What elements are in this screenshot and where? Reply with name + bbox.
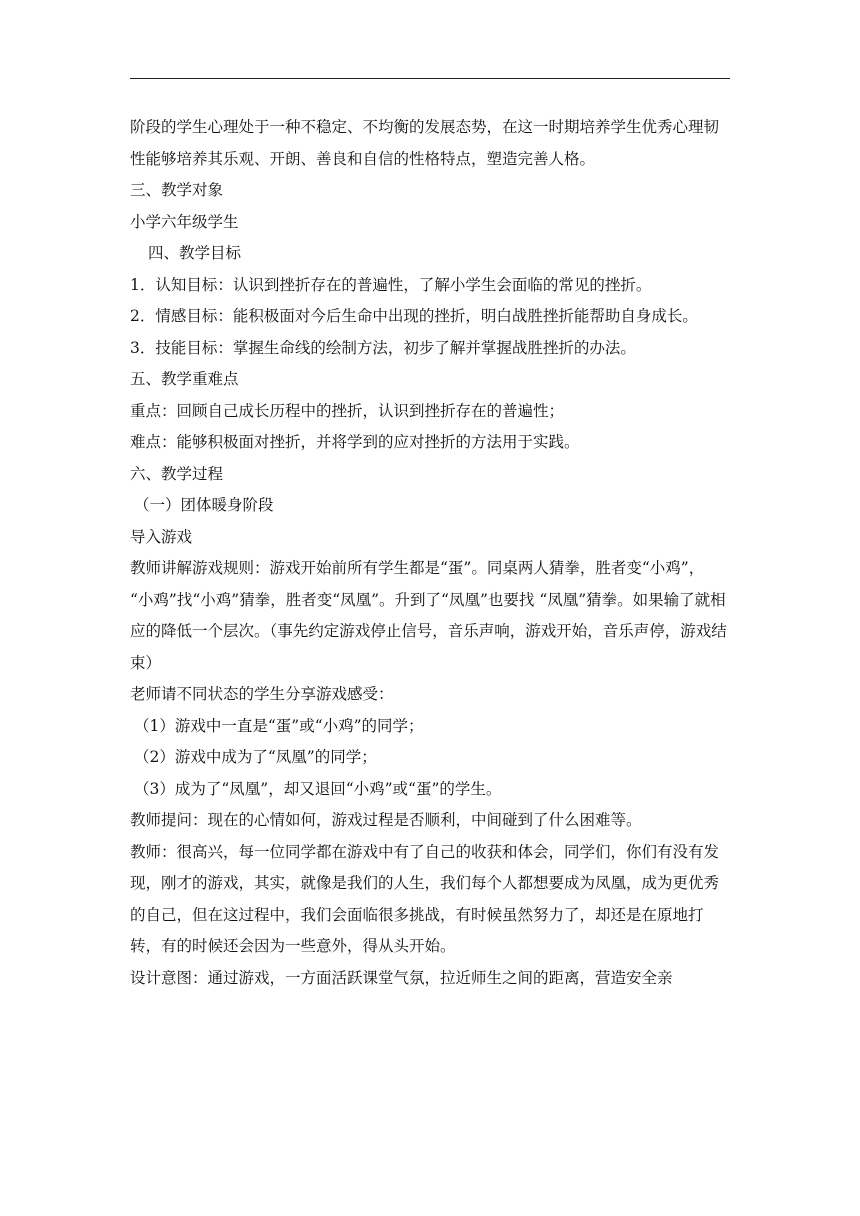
paragraph-share-feelings: 老师请不同状态的学生分享游戏感受： [130, 685, 394, 703]
paragraph-difficult-point: 难点：能够积极面对挫折，并将学到的应对挫折的方法用于实践。 [130, 433, 580, 451]
heading-teaching-process: 六、教学过程 [130, 464, 224, 483]
list-item-1: （1）游戏中一直是“蛋”或“小鸡”的同学； [134, 716, 424, 735]
goal-cognitive: 1．认知目标：认识到挫折存在的普遍性，了解小学生会面临的常见的挫折。 [130, 275, 652, 294]
paragraph-intro-continued: 阶段的学生心理处于一种不稳定、不均衡的发展态势，在这一时期培养学生优秀心理韧性能够培养其乐观、开朗、善良和自信的性格特点，塑造完善人格。 [130, 118, 720, 168]
paragraph-game-rules: 教师讲解游戏规则：游戏开始前所有学生都是“蛋”。同桌两人猜拳，胜者变“小鸡”， “小鸡”找“小鸡”猜拳，胜者变“凤凰”。升到了“凤凰”也要找 “凤凰”猜拳。如果输了就相应的降低一个层次。（事先约定游戏停止信号，音乐声响，游戏开始，音乐声停，游戏结束） [130, 559, 727, 672]
goal-emotional: 2．情感目标：能积极面对今后生命中出现的挫折，明白战胜挫折能帮助自身成长。 [130, 307, 698, 325]
paragraph-key-point: 重点：回顾自己成长历程中的挫折，认识到挫折存在的普遍性； [130, 401, 565, 420]
goal-skill: 3．技能目标：掌握生命线的绘制方法，初步了解并掌握战胜挫折的办法。 [130, 338, 636, 357]
heading-key-points: 五、教学重难点 [130, 370, 239, 388]
list-item-3: （3）成为了“凤凰”，却又退回“小鸡”或“蛋”的学生。 [134, 779, 502, 798]
header-rule [130, 78, 730, 79]
document-body [130, 112, 730, 994]
heading-warm-up-stage: （一）团体暖身阶段 [134, 496, 274, 514]
paragraph-teacher-question: 教师提问：现在的心情如何，游戏过程是否顺利，中间碰到了什么困难等。 [130, 811, 642, 829]
heading-teaching-goals: 四、教学目标 [148, 244, 242, 262]
list-item-2: （2）游戏中成为了“凤凰”的同学； [134, 748, 377, 766]
paragraph-design-intent: 设计意图：通过游戏，一方面活跃课堂气氛，拉近师生之间的距离，营造安全亲 [130, 968, 673, 987]
heading-intro-game: 导入游戏 [130, 527, 193, 546]
paragraph-teacher-remarks: 教师：很高兴，每一位同学都在游戏中有了自己的收获和体会，同学们，你们有没有发现，刚才的游戏，其实，就像是我们的人生，我们每个人都想要成为凤凰，成为更优秀的自己，但在这过程中，我们会面临很多挑战，有时候虽然努力了，却还是在原地打转，有的时候还会因为一些意外，得从头开始。 [130, 842, 720, 955]
heading-teaching-subjects: 三、教学对象 [130, 181, 224, 199]
paragraph-subjects: 小学六年级学生 [130, 212, 239, 231]
